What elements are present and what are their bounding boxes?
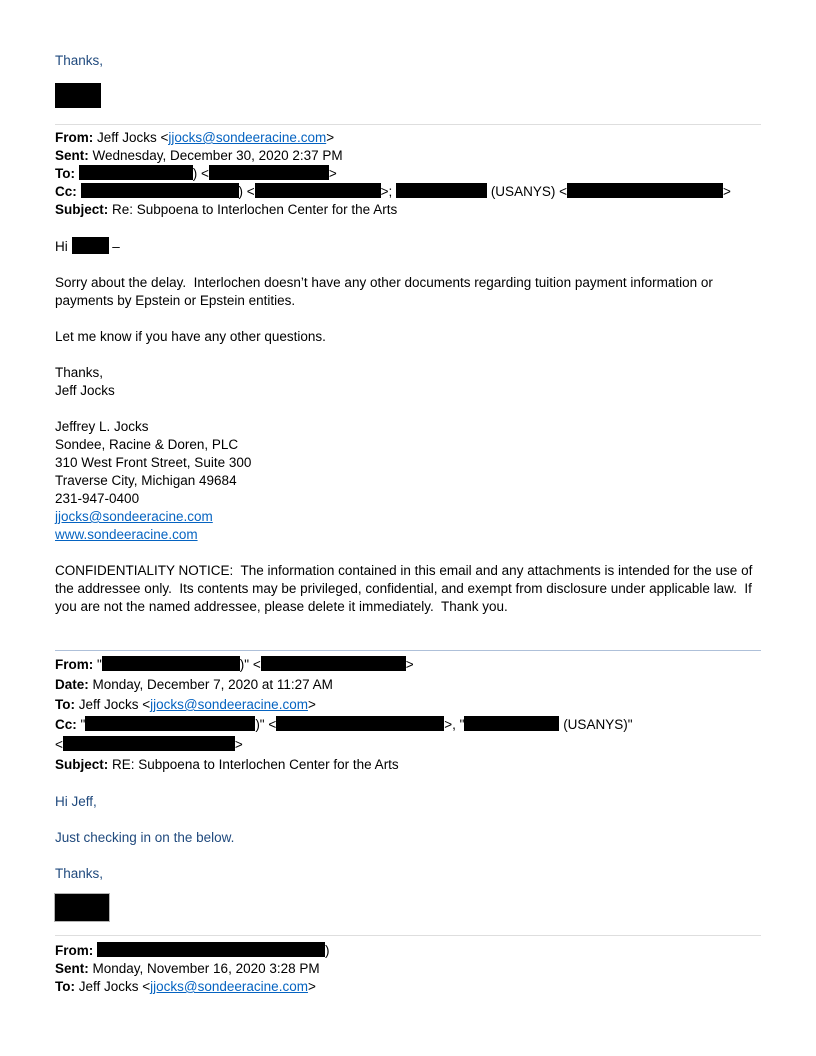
email2-greeting: Hi Jeff, (55, 794, 97, 809)
date-label: Date: (55, 677, 89, 692)
divider-email2 (55, 650, 761, 651)
email1-sent-line: Sent: Wednesday, December 30, 2020 2:37 PM (55, 148, 343, 163)
redacted-cc-name1 (85, 716, 255, 731)
redacted-cc-email1 (276, 716, 444, 731)
signature-firm: Sondee, Racine & Doren, PLC (55, 437, 239, 452)
email2-cc-wrap-line: < > (55, 737, 243, 752)
signature-block (55, 418, 761, 544)
confidentiality-notice: CONFIDENTIALITY NOTICE: The information contained in this email and any attachments is intended for the use of the addressee only. Its contents may be privileged, confidential, and exempt from disclosure under applicable law. If you are not the named addressee, please delete it immediately. Thank you. (55, 563, 757, 614)
email2-from-line: From: " )" < > (55, 657, 414, 672)
email2-to-line: To: Jeff Jocks <jjocks@sondeeracine.com> (55, 697, 316, 712)
email3-to-email-link[interactable]: jjocks@sondeeracine.com (150, 979, 308, 994)
signature-email-link-line (55, 508, 761, 526)
from-label: From: (55, 130, 94, 145)
redacted-signature-email2 (55, 894, 109, 921)
email1-paragraph-2: Let me know if you have any other questions. (55, 329, 326, 344)
redacted-signature-top (55, 83, 101, 108)
signature-phone: 231-947-0400 (55, 491, 140, 506)
sent-label: Sent: (55, 148, 89, 163)
from-label: From: (55, 657, 94, 672)
redacted-cc-name1 (81, 183, 239, 198)
signature-name: Jeffrey L. Jocks (55, 419, 149, 434)
redacted-from-email (261, 656, 406, 671)
email1-from-line: From: Jeff Jocks <jjocks@sondeeracine.com> (55, 130, 335, 145)
email2-closing: Thanks, (55, 866, 104, 881)
top-closing: Thanks, (55, 53, 104, 68)
from-label: From: (55, 943, 94, 958)
redacted-greeting-name (72, 237, 109, 254)
sent-label: Sent: (55, 961, 89, 976)
email1-closing: Thanks, (55, 365, 104, 380)
cc-label: Cc: (55, 184, 77, 199)
email2-paragraph-1: Just checking in on the below. (55, 830, 235, 845)
email1-cc-line: Cc: ) < >; (USANYS) < > (55, 184, 731, 199)
redacted-to-name (79, 165, 193, 180)
signature-email-link[interactable]: jjocks@sondeeracine.com (55, 509, 213, 524)
cc-label: Cc: (55, 717, 77, 732)
email1-subject-line: Subject: Re: Subpoena to Interlochen Center for the Arts (55, 202, 398, 217)
email1-header (55, 129, 761, 219)
divider-email1 (55, 124, 761, 125)
to-label: To: (55, 697, 75, 712)
signature-address-city: Traverse City, Michigan 49684 (55, 473, 237, 488)
email2-subject-line: Subject: RE: Subpoena to Interlochen Center for the Arts (55, 757, 399, 772)
email1-from-email-link[interactable]: jjocks@sondeeracine.com (168, 130, 327, 145)
subject-label: Subject: (55, 202, 109, 217)
email2-cc-line: Cc: " )" < >, " (USANYS)" (55, 717, 633, 732)
redacted-cc-name2 (464, 716, 559, 731)
redacted-cc-email2 (63, 736, 235, 751)
email2-to-email-link[interactable]: jjocks@sondeeracine.com (150, 697, 308, 712)
email3-to-line: To: Jeff Jocks <jjocks@sondeeracine.com> (55, 979, 316, 994)
signature-address-street: 310 West Front Street, Suite 300 (55, 455, 252, 470)
redacted-cc-email1 (255, 183, 381, 198)
signature-website-link[interactable]: www.sondeeracine.com (55, 527, 198, 542)
redacted-cc-email2 (567, 183, 723, 198)
divider-email3 (55, 935, 761, 936)
subject-label: Subject: (55, 757, 109, 772)
redacted-cc-name2 (396, 183, 487, 198)
to-label: To: (55, 166, 75, 181)
redacted-from-name (97, 942, 325, 957)
redacted-from-name (102, 656, 240, 671)
email1-greeting: Hi – (55, 239, 120, 254)
email2-date-line: Date: Monday, December 7, 2020 at 11:27 AM (55, 677, 333, 692)
email1-signoff-name: Jeff Jocks (55, 383, 115, 398)
email2-header (55, 655, 761, 775)
to-label: To: (55, 979, 75, 994)
email1-to-line: To: ) < > (55, 166, 337, 181)
signature-website-link-line (55, 526, 761, 544)
email3-from-line: From: ) (55, 943, 330, 958)
email1-paragraph-1: Sorry about the delay. Interlochen doesn’t have any other documents regarding tuition payment information or payments by Epstein or Epstein entities. (55, 275, 717, 308)
email3-header (55, 942, 761, 996)
email3-sent-line: Sent: Monday, November 16, 2020 3:28 PM (55, 961, 320, 976)
redacted-to-email (209, 165, 329, 180)
